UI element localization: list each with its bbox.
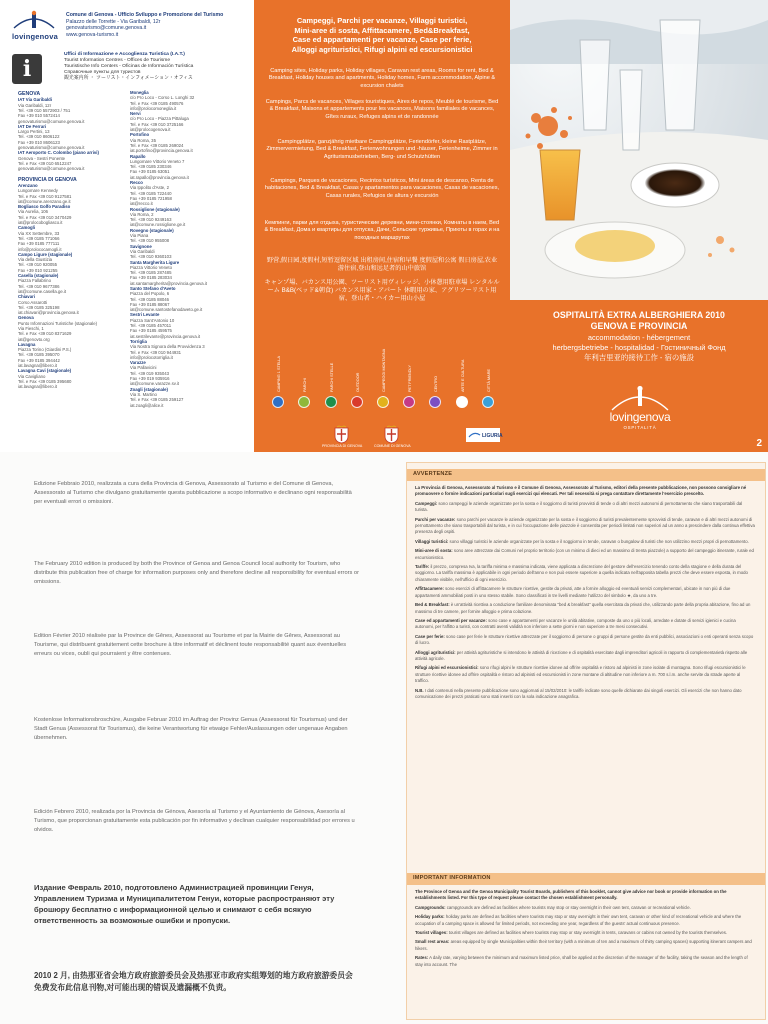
info-office-block [12,52,252,88]
directory-detail-line: Tel. e Fax +39 0185 269024 [130,142,184,148]
office-line: Comune di Genova - Ufficio Sviluppo e Promozione del Turismo [66,12,224,18]
category-icon-label-wrap [378,346,386,392]
directory-detail-line: Via della Giustizia [18,257,53,263]
cover-title-line: GENOVA E PROVINCIA [590,321,688,331]
directory-office-name: Lavagna Cavi (stagionale) [18,368,72,374]
directory-detail-line: Tel. e Fax +39 010 6512247 [18,160,72,166]
category-icon-label-wrap [352,346,360,392]
directory-office-name: Varazze [130,360,146,366]
directory-detail-line: Tel. +39 010 9249163 [130,217,172,223]
notice-term: Case per ferie: [415,633,445,639]
notice-paragraph [415,517,755,536]
categories-title [264,16,500,54]
directory-detail-line: Via Aurelia, 106 [18,209,49,215]
directory-detail-line[interactable]: iat.lavagna@libero.it [18,384,57,390]
directory-office-name: Campo Ligure (stagionale) [18,251,73,257]
brochure-inner-page [0,452,768,1024]
category-icon-label: PARCHI STELLE [329,362,334,392]
category-icon-label: OUTDOOR [355,372,360,392]
contacts-column [0,0,254,452]
directory-detail-line: Tel. e Fax +39 010 8371629 [18,331,72,337]
directory-spacer [18,172,136,174]
directory-detail-line: Tel. +39 010 955008 [130,238,170,244]
category-icon-item [265,346,289,414]
directory-detail-line[interactable]: iat.chiavari@provincia.genova.it [18,310,79,316]
directory-right-list [130,90,248,408]
provincia-label: PROVINCIA DI GENOVA [322,444,363,448]
directory-office-name: IAT Via Garibaldi [18,97,52,103]
directory-detail-line[interactable]: iat.santamargherita@provincia.genova.it [130,280,207,286]
category-icon-label-wrap [299,346,307,392]
lanterna-arc-icon [600,384,680,412]
disclaimer-chinese: 2010 2 月, 由热那亚省会地方政府旅游委员会及热那亚市政府实组筹划的地方政府旅游委员会免费发布此信息刊物,对可能出现的错误及遗漏概不负责。 [34,971,353,992]
directory-office-name: Torriglia [130,338,147,344]
categories-column [254,0,510,452]
notice-paragraph [415,939,755,952]
directory-detail-line[interactable]: iat@comune.rossiglione.ge.it [130,222,186,228]
directory-detail-line: Tel. e Fax +39 010 9127581 [18,193,72,199]
directory-detail-line: c/o Pro Loco - Piazza Pittaluga [130,116,189,122]
directory-detail-line: Tel. e Fax +39 010 3725166 [130,121,184,127]
notice-paragraph [415,618,755,631]
category-icon-item [422,346,446,414]
directory-office-name: Casella (stagionale) [18,273,59,279]
directory-detail-line[interactable]: iat@comune.varazze.sv.it [130,381,179,387]
notice-definition: sono villaggi turistici le aziende organizzate per la sosta e il soggiorno in tende, caravan o bungalow di turisti che non utilizzino mezzi propri di pernottamento. [448,538,749,544]
notice-definition: campgrounds are defined as facilities where tourists may stop or stay overnight in their own tent, caravan or recreational vehicle. [445,904,691,910]
directory-detail-line: Tel. e Fax +39 010 3470429 [18,214,72,220]
directory-detail-line[interactable]: iat.zoagli@alice.it [130,402,164,408]
directory-detail-line: Via XX Settembre, 33 [18,230,60,236]
directory-detail-line[interactable]: iat@prolocobogliasco.it [18,220,63,226]
directory-detail-line[interactable]: info@prolocotorriglia.it [130,354,173,360]
cover-subtitle-line: 年利吉里亚的接待工作 - 宿の施設 [583,353,695,362]
category-color-dot-icon [272,396,284,408]
directory-detail-line: Tel. +39 019 935043 [130,370,170,376]
notice-definition: A daily rate, varying between the minimum and maximum listed price, shall be applied at the discretion of the manager of the facility, taking the season and the length of stay into account. The [415,955,748,967]
notice-term: Parchi per vacanze: [415,516,456,522]
directory-detail-line: Fax +39 010 8606123 [18,139,60,145]
directory-detail-line: Piazza Torino (Giardini P.S.) [18,347,72,353]
directory-detail-line: Via Cavigliano [18,373,46,379]
notice-intro [415,889,755,902]
notice-term: Affittacamere: [415,586,444,592]
categories-english: Camping sites, Holiday parks, Holiday villages, Caravan rest areas, Rooms for rent, Bed & Breakfast, Holiday houses and apartments, Holiday homes, Farm accommodation, Alpine & excursion chalets [268,68,496,89]
office-address [66,12,223,38]
liguria-label: LIGURIA [482,433,503,439]
info-i-icon: i [12,54,42,84]
brand-tagline: OSPITALITÀ [623,425,657,430]
category-color-dot-icon [351,396,363,408]
cover-subtitle-line: herbergsbetriebe - hospitalidad - Гостиничный Фонд [552,343,726,352]
directory-detail-line[interactable]: iat.rapallo@provincia.genova.it [130,174,189,180]
header-logo-row [10,8,250,44]
directory-detail-line: Tel. +39 010 9677386 [18,283,60,289]
notice-term: Rates: [415,955,429,961]
notice-paragraph [415,665,755,684]
directory-detail-line: Fax +39 0185 721958 [130,195,172,201]
category-icon-label: CAMPING 1 STELLA [277,355,282,392]
notice-term: Tariffe: [415,564,430,570]
notice-definition: I dati contenuti nella presente pubblicazione sono aggiornati al 15/02/2010: le tariffe indicate sono quelle dichiarate dai singoli esercizi. Gli esercizi che non hanno dato comunicazione dei prezzi praticati sono stati inseriti con la sola indicazione anagrafica. [415,687,742,699]
notice-paragraph [415,905,755,911]
categories-japanese: キャンプ場、バカンス用公園、ツーリスト用ヴィレッジ、小休憩用駐車場 レンタルルーム B&B(ベッド&朝食) バカンス用家・アパート 休暇用の家、アグリツーリスト用宿、登山者・ハイカー用山小屋 [264,279,500,303]
directory-detail-line[interactable]: iat@recco.it [130,201,153,207]
notice-definition: sono aree attrezzate dai Comuni nel proprio territorio (con un minimo di dieci ed un massimo di trenta piazzole) a supporto del campeggio itinerante, rurale ed escursionistico. [415,548,754,560]
category-icon-label-wrap [273,346,281,392]
directory-detail-line: Fax +39 010 5572414 [18,113,60,119]
notice-paragraph [415,650,755,663]
directory-detail-line: Via Nostra Signora della Provvidenza 3 [130,344,205,350]
notice-term: Case ed appartamenti per vacanze: [415,617,487,623]
notice-paragraph [415,564,755,583]
notice-paragraph [415,914,755,927]
directory-detail-line: Tel. +39 0185 230346 [130,164,172,170]
notice-term: N.B. [415,687,424,693]
info-office-titles [64,52,193,82]
office-line[interactable]: genovaturismo@comune.genova.it [66,25,147,32]
office-line: Palazzo delle Torrette - Via Garibaldi, 12r [66,18,161,25]
directory-detail-line: Via Fieschi, 1 [18,325,44,331]
category-color-dot-icon [429,396,441,408]
notice-definition: tourist villages are defined as facilities where tourists may stop or stay overnight in tents, caravans or cabins not owned by the tourists themselves. [447,930,728,936]
directory-office-name: Bogliasco Golfo Paradiso [18,204,71,210]
notice-heading-text: AVVERTENZE [413,471,453,477]
category-icon-item [344,346,368,414]
categories-russian: Кемпинги, парки для отдыха, туристические деревни, мини-стоянки, Комнаты в наем, Bed & Breakfast, Дома и квартиры для отпуска, Дачи, Сельские турживье, Приюты в горах и на походных маршрутах [264,220,500,241]
categories-title-line: Mini-aree di sosta, Affittacamere, Bed&Breakfast, [294,25,470,35]
notice-term: Rifugi alpini ed escursionistici: [415,665,479,671]
category-icon-label-wrap [326,346,334,392]
directory-detail-line: Tel. e Fax +39 0185 490576 [130,100,184,106]
categories-german: Campingplätze, ganzjährig mietbare Campingplätze, Feriendörfer, kleine Rastplätze, Zimmervermietung, Bed & Breakfast, Ferienwohnungen und -häuser, Ferienheime, Zimmer in Agriturismusbetrieben, Berg- und Schutzhütten [266,139,498,160]
directory-detail-line: Piazza Vittorio Veneto [130,264,172,270]
categories-french: Campings, Parcs de vacances, Villages touristiques, Aires de repos, Meublé de tourisme, Bed & Breakfast, Maisons et appartements pour les vacances, Maisons familiales de vacances, Gîtes ruraux, Refuges alpins et de randonnée [265,99,499,120]
directory-detail-line: Piazza Fallabrino [18,278,51,284]
directory-office-name: Nervi [130,111,141,117]
cover-subtitle-line: accommodation - hébergement [587,333,691,342]
notice-heading-text: IMPORTANT INFORMATION [413,875,491,881]
directory-detail-line[interactable]: iat@comune.casella.ge.it [18,288,67,294]
directory-detail-line: Lungomare Vittorio Veneto 7 [130,158,185,164]
category-icon-item [449,346,473,414]
notice-intro-text: La Provincia di Genova, Assessorato al Turismo e il Comune di Genova, Assessorato al Turismo, editori della presente pubblicazione, non possono consigliare né promuovere o fornire indicazioni particolari sugli esercizi qui elencati. Per tali necessità si prega contattare direttamente l'esercizio prescelto. [415,485,747,497]
directory-section-heading: PROVINCIA DI GENOVA [18,176,77,183]
category-icon-label-wrap [430,346,438,392]
directory-detail-line[interactable]: iat@comune.santostefanodaveto.ge.it [130,307,203,313]
brand-name: lovingenova [609,410,671,424]
cover-photo-illustration [510,0,768,300]
notice-heading-italian [407,469,765,481]
directory-detail-line: Tel. +39 010 920055 [18,262,58,268]
notice-paragraph [415,539,755,545]
directory-section-heading: GENOVA [18,91,41,97]
category-icon-item [396,346,420,414]
page-number: 2 [756,438,762,449]
directory-detail-line: Tel. e Fax +39 010 944931 [130,349,182,355]
cover-column [510,0,768,452]
directory-detail-line: Via Piana [130,233,149,239]
directory-detail-line: Via Ippolito d'Aste, 2 [130,185,169,191]
directory-detail-line[interactable]: iat@prolocogenova.it [130,127,171,133]
notice-definition: sono rifugi alpini le strutture ricettive idonee ad offrire ospitalità e ristoro ad alpinisti in zone isolate di montagna. Sono rifugi escursionistici le strutture ricettive idonee ad offrire ospitalità e ristoro ad alpinisti ed escursionisti in zone montane di altitudine non inferiore a m. 700 s.l.m. anche servite da strade aperte al traffico. [415,665,746,684]
comune-crest-icon [384,426,399,444]
info-line: Справочные пункты для туристов [64,70,141,76]
notice-paragraph [415,688,755,701]
directory-detail-line: Fax +39 010 921255 [18,267,58,273]
directory-detail-line: Tel. +39 010 9360103 [130,254,172,260]
directory-office-name: Savignone [130,243,152,249]
category-icon-label: PET FRIENDLY [408,365,413,392]
notice-term: Small rest areas: [415,939,450,945]
notice-intro-text: The Province of Genoa and the Genoa Municipality Tourist Boards, publishers of this booklet, cannot give advice nor book or provide information on the establishments listed. For this type of request please contact the chosen establishment personally. [415,889,727,901]
directory-office-name: IAT De Ferrari [18,123,47,129]
info-line: Uffici di Informazione e Accoglienza Turistica (I.A.T.) [64,52,185,57]
category-color-dot-icon [325,396,337,408]
directory-office-name: Camogli [18,225,35,231]
directory-detail-line[interactable]: iat.sestrilevante@provincia.genova.it [130,333,201,339]
directory-detail-line: Tel. e Fax +39 0185 259127 [130,397,184,403]
disclaimer-english: The February 2010 edition is produced by both the Province of Genoa and Genoa Council local authority for Tourism, who distribute this publication free of charge for information purposes only and therefore decline all responsibility for eventual errors or omissions. [34,561,359,585]
directory-detail-line: Tel. e Fax +39 0185 395680 [18,378,72,384]
directory-detail-line: Piazza del Popolo, 6 [130,291,170,297]
directory-detail-line: Fax +39 0185 394442 [18,357,60,363]
directory-detail-line: Largo Pertini, 13 [18,129,50,135]
disclaimer-spanish: Edición Febrero 2010, realizada por la Provincia de Génova, Asesoría al Turismo y el Ayuntamiento de Génova, Asesoría al Turismo, que proporcionan gratuitamente esta publicación por fin informativo y declinan cualquier responsabilidad por errores u olvidos. [34,809,355,833]
disclaimer-french: Edition Février 2010 réalisée par la Province de Gênes, Assessorat au Tourisme et par la Mairie de Gênes, Assessorat au Tourisme, qui distribuent gratuitement cette brochure à titre informatif et déclinent toute responsabilité quant aux éventuelles erreurs ou vices, oubli qui pourraient y être contenues. [34,633,347,657]
office-line[interactable]: www.genova-turismo.it [66,31,119,38]
notice-italian-text [415,485,755,703]
sponsor-logos [322,426,504,448]
notice-paragraph [415,586,755,599]
notice-paragraph [415,501,755,514]
notice-paragraph [415,955,755,968]
cover-title-line: OSPITALITÀ EXTRA ALBERGHIERA 2010 [553,310,725,320]
notice-definition: sono parchi per vacanze le aziende organizzate per la sosta e il soggiorno di turisti prevalentemente sprovvisti di tende, caravan e di altri mezzi autonomi di pernottamento che siano trasportabili dal turista, e in cui l'occupazione delle piazzole è consentita per periodi limitati non superiori ad un anno a prescindere dalla continua effettiva presenza degli ospiti. [415,516,755,535]
directory-office-name: Lavagna [18,341,36,347]
directory-detail-line[interactable]: genovaturismo@comune.genova.it [18,166,85,172]
category-color-dot-icon [482,396,494,408]
directory-office-name: Santa Margherita Ligure [130,259,180,265]
category-icon-label: ARTE E CULTURA [460,359,465,392]
cover-title-panel [510,300,768,452]
directory-office-name: Genova [18,315,34,321]
directory-detail-line[interactable]: iat@genovto.org [18,336,50,342]
directory-detail-line: Tel. +39 0185 395070 [18,352,60,358]
disclaimer-german: Kostenlose Informationsbroschüre, Ausgabe Februar 2010 im Auftrag der Provinz Genua (Assessorat für Tourismus) und der Stadt Genua (Assessorat für Tourismus), die keine Verantwortung für etwaige Fehler/Auslassungen oder ungenaue Angaben übernehmen. [34,717,348,741]
notice-definition: areas equipped by single Municipalities within their territory (with a minimum of ten and a maximum of thirty camping spaces) supporting itinerant campers and hikers. [415,939,752,951]
directory-detail-line: Tel. +39 0185 771066 [18,235,60,241]
directory-office-name: Santo Stefano d'Aveto [130,285,176,291]
notice-box [406,462,766,1020]
categories-spanish: Campings, Parques de vacaciones, Recintos turísticos, Mini áreas de descanso, Renta de habitaciones, Bed & Breakfast, Casas y apartamentos para vacaciones, Casas de vacaciones, Casas rurales, Refugios de altura y excursión [264,178,500,199]
directory-office-name: Recco [130,180,143,186]
directory-office-name: Moneglia [130,90,149,95]
header-logo-text: lovingenova [12,32,58,41]
directory-detail-line: Fax +39 0185 63051 [130,169,170,175]
notice-term: Bed & Breakfast: [415,602,450,608]
notice-term: Alloggi agrituristici: [415,649,456,655]
category-icon-item [475,346,499,414]
category-icon-label-wrap [457,346,465,392]
directory-office-name: Arenzano [18,182,38,188]
directory-detail-line: Corso Assarotti [18,299,48,305]
category-color-dot-icon [403,396,415,408]
notice-definition: sono case per ferie le strutture ricettive attrezzate per il soggiorno di persone o gruppi di persone gestite da enti pubblici, associazioni o enti operanti senza scopo di lucro. [415,633,754,646]
directory-detail-line: Tel. +39 0185 88046 [130,296,170,302]
directory-detail-line: Tel. +39 010 8606122 [18,134,60,140]
directory-office-name: IAT Aeroporto C. Colombo (piano arrivi) [18,150,99,156]
directory-detail-line: Via Roma, 35 [130,137,156,143]
directory-detail-line: Fax +39 0185 459575 [130,328,172,334]
directory-detail-line: Via Pallavicini [130,365,157,371]
category-icon-label: PARCHI [303,377,308,392]
category-icons-row [264,346,500,414]
directory-detail-line: c/o Pro Loco - Corso L. Longhi 32 [130,95,195,101]
category-icon-label-wrap [404,346,412,392]
notice-definition: il prezzo, compresa Iva, la tariffa minima e massima indicata, viene applicata a discrezione del gestore dell'esercizio tenendo conto della stagione e della durata del soggiorno. La tariffa massima è applicabile in ogni periodo dell'anno e non può essere superiore a quella indicata nell'apposita tabella prezzi che deve essere esposta, in modo chiaramente visibile, nell'ufficio di ogni esercizio. [415,564,748,582]
category-icon-item [318,346,342,414]
directory-detail-line: Via Roma, 2 [130,211,154,217]
disclaimer-russian: Издание Февраль 2010, подготовлено Администрацией провинции Генуя, Управлением Туризма и Муниципалитетом Генуи, которые распространяют эту брошюру бесплатно с информационной целью и снимают с себя всякую ответственность за возможные ошибки и пропуски. [34,883,335,925]
notice-term: Holiday parks: [415,914,445,920]
cover-photo [510,0,768,300]
directory-left-list [18,88,136,390]
directory-detail-line[interactable]: genovaturismo@comune.genova.it [18,145,85,151]
notice-term: Campgrounds: [415,904,446,910]
directory-detail-line: Punto Informazioni Turistiche (stagionale) [18,320,98,326]
directory-detail-line: Via Garibaldi [130,248,155,254]
notice-term: Mini-aree di sosta: [415,548,453,554]
category-icon-item [370,346,394,414]
liguria-logo-icon [466,428,503,442]
directory-detail-line: Tel. +39 0185 457011 [130,323,172,329]
notice-definition: è un'attività ricettiva a conduzione familiare denominata "bed & breakfast" quella esercitata da privati che, utilizzando parte della propria abitazione, fino ad un massimo di tre camere, per fornire alloggio e prima colazione. [415,602,751,614]
directory-detail-line[interactable]: info@prolocomoneglia.it [130,105,177,111]
notice-definition: sono esercizi di affittacamere le strutture ricettive, gestite da privati, atte a fornire alloggio ed eventuali servizi complementari, ubicate in non più di due appartamenti ammobiliati posti in uno stesso stabile. Sono classificati in tre livelli mediante l'utilizzo del simbolo ★, da uno a tre. [415,586,731,598]
directory-detail-line: Piazza Sant'Antonio 10 [130,317,175,323]
directory-detail-line[interactable]: info@prolococamogli.it [18,246,62,252]
category-color-dot-icon [298,396,310,408]
categories-title-line: Campeggi, Parchi per vacanze, Villaggi turistici, [296,16,468,25]
provincia-crest-icon [334,426,349,444]
notice-heading-english [407,873,765,885]
directory-office-name: Portofino [130,132,150,138]
directory-detail-line: Fax +39 0185 88067 [130,301,170,307]
categories-title-line: Alloggi agrituristici, Rifugi alpini ed escursionistici [291,44,473,54]
directory-detail-line: Via Garibaldi, 12r [18,102,52,108]
category-icon-label: CAMPEGGI MONTAGNA [382,348,386,392]
category-icon-item [291,346,315,414]
info-line: 観光案内所 ・ ツーリスト・インフォメーション・オフィス [64,76,193,82]
directory-office-name: Sestri Levante [130,312,160,318]
directory-detail-line: Lungomare Kennedy [18,188,58,194]
directory-detail-line: Fax +39 019 935916 [130,376,170,382]
directory-detail-line: Tel. +39 010 5572903 / 751 [18,108,71,113]
notice-definition: holiday parks are defined as facilities where tourists may stop or stay overnight in their own tent, caravan or other kind of recreational vehicle and where the occupation of a camping space is allowed for limited periods, not exceeding one year, regardless of the guests' actual continuous presence. [415,914,742,926]
notice-intro [415,485,755,498]
notice-term: Campeggi: [415,500,438,506]
directory-detail-line[interactable]: genovaturismo@comune.genova.it [18,118,85,124]
directory-detail-line: Genova - Sestri Ponente [18,155,66,161]
lovingenova-logo [600,384,680,436]
directory-office-name: Rovegno (stagionale) [130,227,174,233]
directory-office-name: Rapallo [130,153,146,159]
directory-office-name: Zoagli (stagionale) [130,386,168,392]
notice-definition: sono campeggi le aziende organizzate per la sosta e il soggiorno di turisti provvisti di tende o di altri mezzi autonomi di pernottamento che siano trasportabili dal turista. [415,500,743,513]
notice-paragraph [415,548,755,561]
directory-detail-line: Fax +39 0185 283034 [130,275,172,281]
notice-paragraph [415,634,755,647]
comune-label: COMUNE DI GENOVA [374,444,411,448]
directory-detail-line: Tel. +39 0185 722440 [130,190,172,196]
notice-paragraph [415,602,755,615]
category-icon-label: CITTÀ MARE [486,369,491,392]
directory-office-name: Chiavari [18,294,35,300]
categories-chinese: 野营,假日园,度假村,短暂逗留区域 出租房间,住宿和早餐 度假屋和公寓 假日房屋,农业游住宿,登山和远足者的山中旅馆 [266,257,498,273]
directory-detail-line: Tel. +39 0185 325198 [18,304,60,310]
directory-detail-line: Via S. Martino [130,391,157,397]
notice-paragraph [415,930,755,936]
directory-detail-line[interactable]: iat.portofino@provincia.genova.it [130,148,193,154]
notice-definition: sono case e appartamenti per vacanze le unità abitative, composte da uno o più locali, arredate e dotate di servizi igienici e cucina autonomi, per l'affitto a turisti, con contratti aventi validità non inferiore a sette giorni e non superiore a tre mesi consecutivi. [415,617,736,630]
notice-english-text [415,889,755,971]
directory-detail-line: Tel. +39 0185 287485 [130,270,172,276]
directory-office-name: Rossiglione (stagionale) [130,206,180,212]
category-color-dot-icon [456,396,468,408]
category-icon-label-wrap [483,346,491,392]
notice-definition: per attività agrituristiche si intendono le attività di ricezione e di ospitalità esercitate dagli imprenditori agricoli in rapporto di complementarietà rispetto alle attività agricole. [415,649,748,661]
category-color-dot-icon [377,396,389,408]
directory-detail-line: Fax +39 0185 777111 [18,241,60,247]
notice-term: Villaggi turistici: [415,538,449,544]
info-line: Tourist Information Centres - Offices de Tourisme [64,58,171,64]
info-line: Touristische Info Centers - Oficinas de Información Turística [64,64,194,70]
notice-term: Tourist villages: [415,930,448,936]
directory-detail-line[interactable]: iat.lavagna@libero.it [18,363,57,369]
categories-title-line: Case ed appartamenti per vacanze, Case per ferie, [292,35,472,45]
cover-title [510,310,768,332]
disclaimer-italian: Edizione Febbraio 2010, realizzata a cura della Provincia di Genova, Assessorato al Turismo e del Comune di Genova, Assessorato al Turismo che divulgano gratuitamente questa pubblicazione a scopo informativo e declinano ogni responsabilità per eventuali errori o omissioni. [34,481,352,505]
brochure-outer-spread [0,0,768,452]
category-icon-label: CENTRO [434,375,439,392]
directory-detail-line[interactable]: iat@comune.arenzano.ge.it [18,198,71,204]
